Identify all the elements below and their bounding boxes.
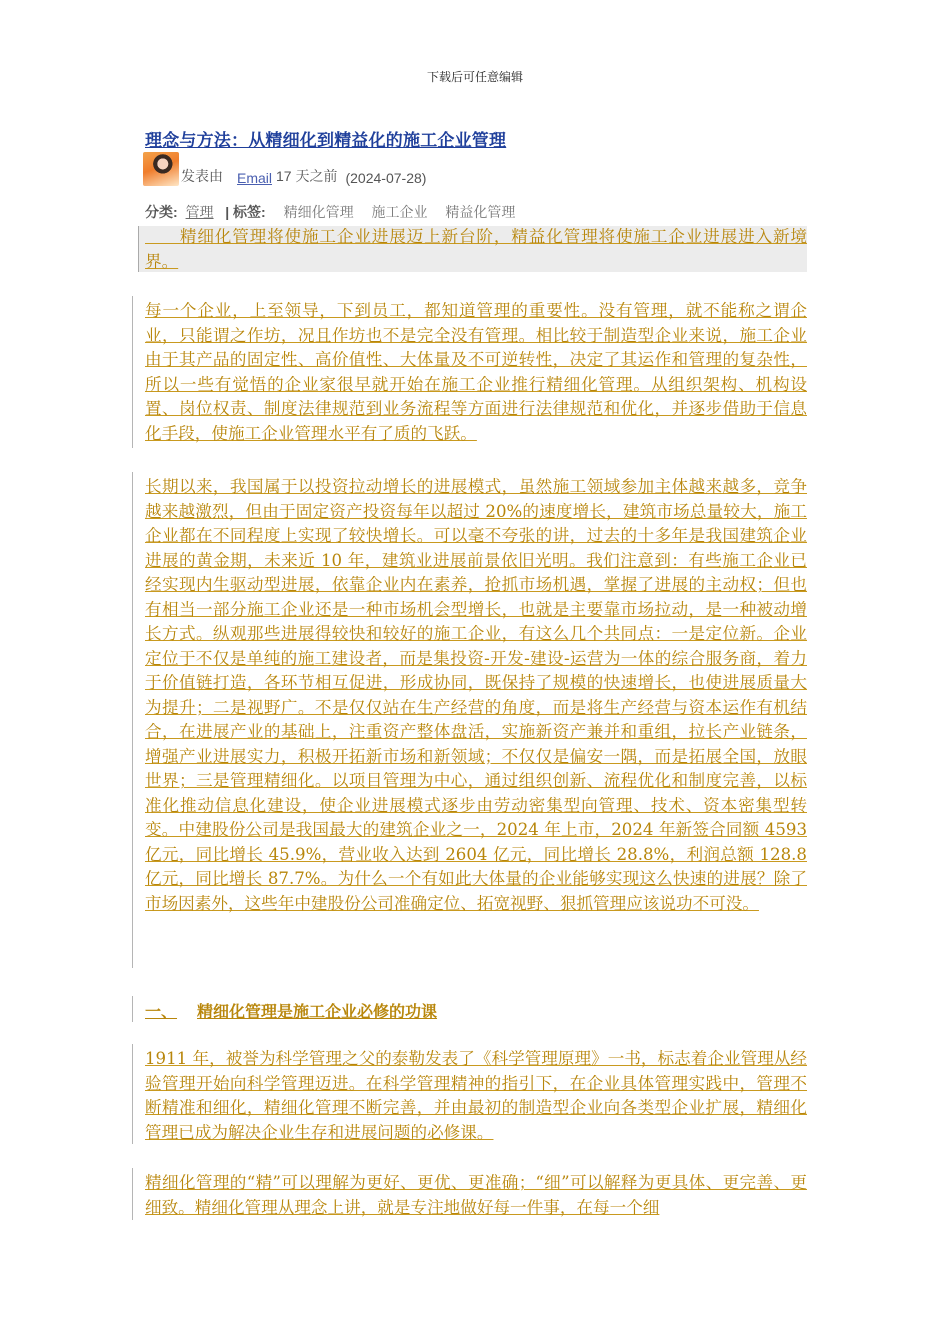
tag-link[interactable]: 精益化管理: [445, 205, 516, 221]
category-link[interactable]: 管理: [185, 204, 214, 220]
quote-bar: [132, 1168, 133, 1220]
tag-link[interactable]: 施工企业: [371, 205, 428, 221]
time-ago: 17 天之前: [276, 168, 338, 184]
page-header: 下载后可任意编辑: [426, 70, 523, 84]
author-email-link[interactable]: Email: [237, 170, 273, 186]
lead-paragraph[interactable]: 精细化管理将使施工企业进展迈上新台阶，精益化管理将使施工企业进展进入新境界。: [145, 227, 807, 271]
author-avatar[interactable]: [143, 152, 179, 186]
paragraph-1[interactable]: 每一个企业，上至领导，下到员工，都知道管理的重要性。没有管理，就不能称之谓企业，只能谓之作坊，况且作坊也不是完全没有管理。相比较于制造型企业来说，施工企业由于其产品的固定性、高价值性、大体量及不可逆转性，决定了其运作和管理的复杂性，所以一些有觉悟的企业家很早就开始在施工企业推行精细化管理。从组织架构、机构设置、岗位权责、制度法律规范到业务流程等方面进行法律规范和优化，并逐步借助于信息化手段，使施工企业管理水平有了质的飞跃。: [145, 301, 807, 443]
post-date: (2024-07-28): [345, 170, 427, 186]
quote-bar: [132, 296, 133, 448]
tag-link[interactable]: 精细化管理: [283, 205, 354, 221]
category-label: 分类:: [145, 204, 178, 220]
paragraph-2[interactable]: 长期以来，我国属于以投资拉动增长的进展模式，虽然施工领域参加主体越来越多，竞争越来越激烈，但由于固定资产投资每年以超过 20%的速度增长，建筑市场总量较大，施工企业都在不同程度上实现了较快增长。可以毫不夸张的讲，过去的十多年是我国建筑企业进展的黄金期，未来近 10 年，建筑业进展前景依旧光明。我们注意到：有些施工企业已经实现内生驱动型进展，依靠企业内在素养，抢抓市场机遇，掌握了进展的主动权；但也有相当一部分施工企业还是一种市场机会型增长，也就是主要靠市场拉动，是一种被动增长方式。纵观那些进展得较快和较好的施工企业，有这么几个共同点：一是定位新。企业定位于不仅是单纯的施工建设者，而是集投资-开发-建设-运营为一体的综合服务商，着力于价值链打造，各环节相互促进，形成协同，既保持了规模的快速增长，也使进展质量大为提升；二是视野广。不是仅仅站在生产经营的角度，而是将生产经营与资本运作有机结合，在进展产业的基础上，注重资产整体盘活，实施新资产兼并和重组，拉长产业链条，增强产业进展实力，积极开拓新市场和新领域；不仅仅是偏安一隅，而是拓展全国，放眼世界；三是管理精细化。以项目管理为中心，通过组织创新、流程优化和制度完善，以标准化推动信息化建设，使企业进展模式逐步由劳动密集型向管理、技术、资本密集型转变。中建股份公司是我国最大的建筑企业之一，2024 年上市，2024 年新签合同额 4593 亿元，同比增长 45.9%，营业收入达到 2604 亿元，同比增长 28.8%，利润总额 128.8 亿元，同比增长 87.7%。为什么一个有如此大体量的企业能够实现这么快速的进展？除了市场因素外，这些年中建股份公司准确定位、拓宽视野、狠抓管理应该说功不可没。: [145, 477, 807, 913]
section-title: 精细化管理是施工企业必修的功课: [197, 1002, 438, 1021]
paragraph-3[interactable]: 1911 年，被誉为科学管理之父的泰勒发表了《科学管理原理》一书，标志着企业管理从经验管理开始向科学管理迈进。在科学管理精神的指引下，在企业具体管理实践中，管理不断精准和细化，精细化管理不断完善，并由最初的制造型企业向各类型企业扩展，精细化管理已成为解决企业生存和进展问题的必修课。: [145, 1049, 807, 1142]
section-number: 一、: [145, 1002, 178, 1021]
posted-by-label: 发表由: [181, 169, 223, 185]
tags-label: | 标签:: [225, 204, 266, 220]
tags-bar: [145, 202, 515, 222]
quote-bar: [132, 472, 133, 968]
section-heading-1[interactable]: [145, 999, 437, 1022]
quote-bar: [132, 1044, 133, 1144]
article-title[interactable]: 理念与方法：从精细化到精益化的施工企业管理: [145, 131, 507, 151]
paragraph-4[interactable]: 精细化管理的“精”可以理解为更好、更优、更准确；“细”可以解释为更具体、更完善、更细致。精细化管理从理念上讲，就是专注地做好每一件事，在每一个细: [145, 1173, 807, 1217]
quote-bar: [132, 996, 133, 1022]
article-meta: [143, 150, 426, 186]
